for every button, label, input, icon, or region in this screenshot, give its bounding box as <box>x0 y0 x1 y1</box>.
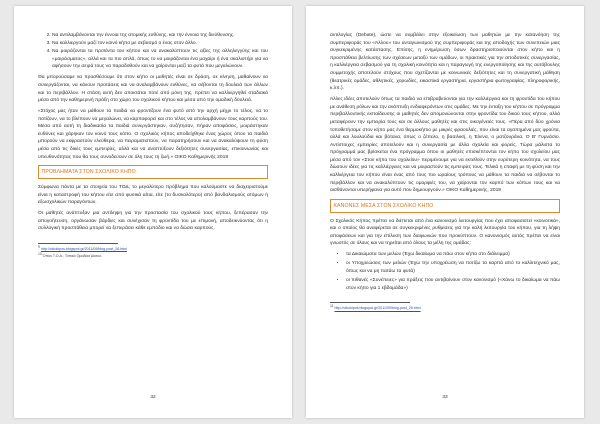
footnote-mark: 10 <box>38 252 42 257</box>
footnote-mark: 11 <box>330 304 334 309</box>
list-item: 3. Να καλλιεργούν μαζί τον κοινό κήπο με σεβασμό ο ένας στον άλλο. <box>52 40 268 48</box>
footnote-link[interactable]: http://oikokipos.blogspot.gr/2011/09/blog-post_28.html <box>334 306 421 311</box>
page-number: 32 <box>150 394 156 400</box>
quote-paragraph: «Στόχος μας ήταν να μάθουν τα παιδιά να φροντίζουν ένα φυτό από την αρχή μέχρι το τέλος, να το ποτίζουν, να το βλέπουν να μεγαλώνει, να καρποφορεί και στο τέλος να απολαμβάνουν τους καρπούς του. Μέσα από αυτή τη διαδικασία τα παιδιά συνεργάστηκαν, συζήτησαν, πήραν αποφάσεις, μοιράστηκαν ευθύνες και χάρηκαν τον κοινό τους κόπο. Ο σχολικός κήπος αποδείχθηκε ένας χώρος όπου τα παιδιά μπορούν να εκφραστούν ελεύθερα, να πειραματιστούν, να παρατηρήσουν και να ανακαλύψουν τη φύση μέσα από τις δικές τους εμπειρίες, αλλά και να αναπτύξουν δεξιότητες συνεργασίας, επικοινωνίας και υπευθυνότητας που θα τους συνοδεύουν σε όλη τους τη ζωή.» ΟΙΚΟ Καθημερινής 2019 <box>38 109 268 160</box>
section-heading-problems: ΠΡΟΒΛΗΜΑΤΑ ΣΤΟΝ ΣΧΟΛΙΚΟ ΚΗΠΟ <box>38 165 268 179</box>
list-item: • οι Υποχρεώσεις των μελών (Έχω την υποχρέωση να ποτίζω τα καρπά από το καλλιτεχνικό μας, όπως και να μη πατάω τα φυτά) <box>346 260 560 275</box>
list-item: 4. Να μοιράζονται τα προϊόντα του κήπου και να ανακαλύπτουν τις αξίες της αλληλεγγύης και του «μοιράσματος», αλλά και τα πιο απλά, όπως το να μοιράζονται ένα μαχαίρι ή ένα σκαλιστήρι για να αφήσουν την σειρά τους να παραδοθούν και να χαίρονται μαζί τα φυτά που μεγαλώνουν. <box>52 48 268 71</box>
page-33 <box>306 6 584 418</box>
body-paragraph: Σύμφωνα πάντα με τα στοιχεία του ΤΟΔ, το μεγαλύτερο πρόβλημα που καλούμαστε να διαχειριστούμε είναι η καταστροφή του κήπου είτε από φυσικά αίτια, είτε (το δυσκολότερο) από βανδαλισμούς ατόμων ή εξωσχολικών παραγόντων. <box>38 184 268 206</box>
footnote-text: Όπου Τ.Ο.Δ., Τοπικό Ομαδικό Δίκτυο. <box>42 254 103 259</box>
footnote-divider <box>38 243 118 244</box>
rules-list <box>330 251 560 292</box>
footnote-mark: 9 <box>38 244 40 249</box>
body-paragraph: Ο Σχολικός Κήπος πρέπει να διέπεται από ένα κανονισμό λειτουργίας που έχει αποφασιστεί «κοινοτικά», και ο οποίος θα αναφέρεται σε συγκεκριμένες ρυθμίσεις για την καλή λειτουργία του κήπου, για τη λήψη αποφάσεων και για την επίλυση των διαφωνιών που προκύπτουν. Ο κανονισμός αυτός πρέπει να είναι γνωστός σε όλους και να τηρείται από όλους τα μέλη της ομάδας: <box>330 218 560 247</box>
section-heading-rules: ΚΑΝΟΝΕΣ ΜΕΣΑ ΣΤΟΝ ΣΧΟΛΙΚΟ ΚΗΠΟ <box>330 199 560 213</box>
list-item: • οι πιθανές «Συνέπειες» για πράξεις που αντιβαίνουν στον κανονισμό («Χάνω το δικαίωμα να πάω στον κήπο για 1 εβδομάδα») <box>346 277 560 292</box>
footnote <box>38 244 268 253</box>
list-item: 2. Να αντιλαμβάνονται την έννοια της ατομικής ευθύνης, και την έννοια της διεύθυνσης. <box>52 32 268 40</box>
quote-paragraph: Άλλες ιδέες αποτελούν όπως τα παιδιά να επιβραβεύονται για την καλλιέργεια και τη φροντίδα του κήπου με ανάθεση ρόλων και την ανάπτυξη ενδιαφερόντων στις ομάδες. Με την ένταξη του κήπου σε πρόγραμμα περιβαλλοντικής εκπαίδευσης οι μαθητές δεν απομονώνονται στην φροντίδα του δικού τους κήπου, αλλά μεταφέρουν την εμπειρία τους και σε άλλους μαθητές και στις οικογένειές τους. «Πέρα από δύο χρόνια τοποθετήσαμε στον κήπο μας ένα θερμοκήπιο με μικρές φραουλιές, που είναι τα αγαπημένα μας φρούτα, αλλά και λουλούδια και βότανα, όπως ο ζέπελο, η βασιλική, η Έλενα, ο ματζουράνα. Ο Β' Γυμνάσιο. Αντίστοιχες εμπειρίες αποτελούν και η συνεργασία με άλλα σχολεία και φορείς. Τώρα μάλιστα το πρόγραμμά μας βρίσκεται ένα πρόγραμμα όπου οι μαθητές επισκέπτονται τον κήπο του σχολείου μας μέσα από τον «Στον κήπο του σχολείου» περιμένουμε για να εκτεθούν στην ευρύτερη κοινότητα, να τους δώσουν ιδέες για τις καλλιέργειες και να μοιραστούν τις εμπειρίες τους. Τελικά η επαφή με τη φύση και την καλλιέργεια του κήπου είναι ένας από τους πιο ωραίους τρόπους να μάθουν τα παιδιά να σέβονται το περιβάλλον και να ανακαλύπτουν τις ομορφιές του, να χαίρονται τον καρπό των κόπων τους και να αισθάνονται υπερήφανα για αυτό που δημιουργούν.» ΟΙΚΟ Καθημερινής, 2019 <box>330 97 560 194</box>
list-item: • τα Δικαιώματα των μελών (Έχω δικαίωμα να πάω στον κήπο στο διάλειμμα) <box>346 251 560 259</box>
footnote-divider <box>330 302 410 303</box>
footnote <box>38 254 268 260</box>
footnote-link[interactable]: http://oikokipos.blogspot.gr/2011/09/blog-post_28.html <box>40 247 127 252</box>
body-paragraph: Οι μαθητές ανάπτυξαν μια αντίληψη για την προστασία του σχολικού τους κήπου, ξεπέρασαν την απογοήτευση, οργάνωσαν βάρδιες και συνέχισαν τη φροντίδα του με επιμονή, αποδεικνύοντας ότι η συλλογική προσπάθεια μπορεί να ξεπεράσει κάθε εμπόδιο και να δώσει καρπούς. <box>38 211 268 232</box>
footnote <box>330 306 560 312</box>
body-paragraph: Θα μπορούσαμε να προσθέσουμε ότι στον κήπο οι μαθητές είναι σε δράση, σε κίνηση, μαθαίνουν να συνεργάζονται, να κάνουν προτάσεις και να αναλαμβάνουν ευθύνες, να σέβονται τη δουλειά των άλλων και το περιβάλλον. Η στάση αυτή δεν αποκτάται ποτέ από μόνη της, πρέπει να καλλιεργηθεί σταδιακά μέσα από την καθημερινή πράξη στο χώρο του σχολικού κήπου και μέσα από την ομαδική δουλειά. <box>38 75 268 104</box>
page-number: 33 <box>442 394 448 400</box>
objectives-list <box>38 32 268 71</box>
page-32 <box>14 6 292 418</box>
body-paragraph: αντιλογίας (Debate), ώστε να συμβάλει στην εξοικείωση των μαθητών με την κατανόηση της συμπεριφοράς του «Άλλου» του ανταγωνισμού της συμπεριφοράς και της αποδοχής των συνεπειών μιας συγκεκριμένης κατάστασης. Επίσης, η ενημέρωση όσων δραστηριοποιούνται στον κήπο και η προσπάθεια βελτίωσης των σχέσεων μεταξύ των ομάδων, οι πρακτικές για την αποδοτικές συνεργασίας, η καλλιέργεια σεβασμού για τη σχολική κοινότητα και η παραγωγή της ενεργοποίησης και της αυτόβουλης συμμετοχής αποτελούν στόχους που σχετίζονται με κοινωνικές δεξιότητες και τη συνεργατική μάθηση (θεατρικές ομάδες, αθλητικές, χορωδίες, εικαστικά εργαστήρια, εργαστήρια φωτογραφίας, πληροφορικής, κ.λπ.). <box>330 33 560 92</box>
